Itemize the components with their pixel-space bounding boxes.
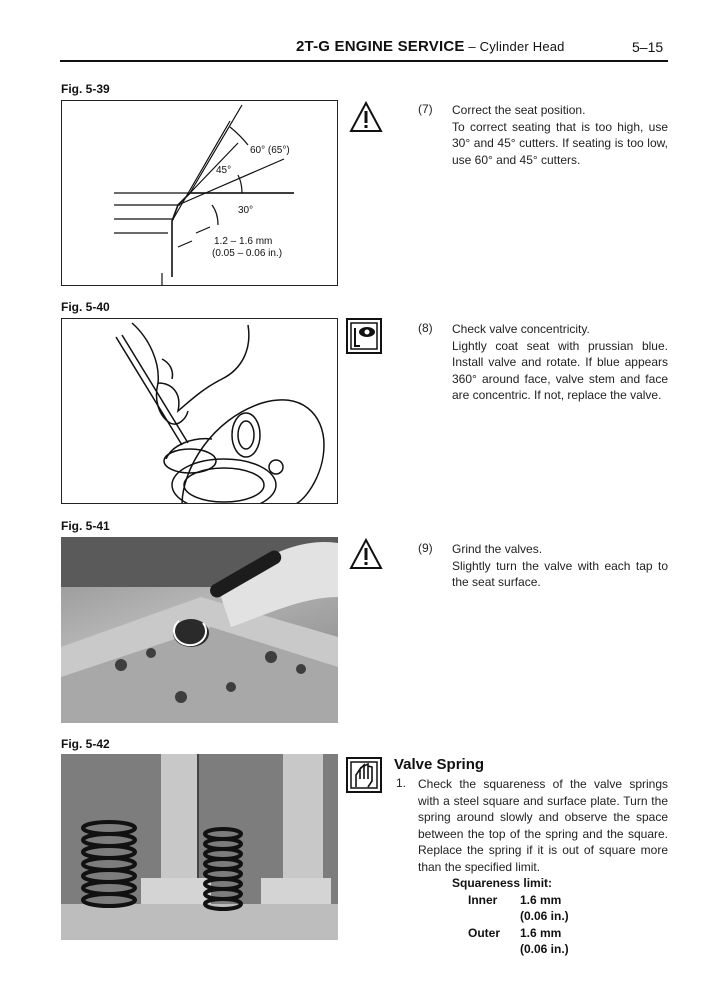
valve-spring-step-number: 1. [396,776,407,790]
fig-5-40-label: Fig. 5-40 [61,300,110,314]
step-8-number: (8) [418,321,433,335]
header-dash: – [464,39,480,54]
inner-limit-mm: 1.6 mm [520,893,562,907]
squareness-limit-label: Squareness limit: [452,876,553,890]
fig-5-42-photo [61,754,338,940]
outer-label: Outer [468,926,501,940]
angle-30-label: 30° [238,205,254,216]
inspect-eye-icon [346,318,382,359]
valve-seat-angle-diagram [62,101,338,286]
angle-60-label: 60° (65°) [250,145,290,156]
step-8-text [452,321,668,404]
outer-limit-mm: 1.6 mm [520,926,562,940]
valve-spring-text: Check the squareness of the valve springs with a steel square and surface plate. Turn the spring around slowly and observe the space between the top of the spring and the square. Replace the spring if it is out of square more than the specified limit. [418,777,668,874]
caution-triangle-icon [349,538,383,575]
step-7-text [452,102,668,168]
step-9-number: (9) [418,541,433,555]
step-7-number: (7) [418,102,433,116]
header-title-text: 2T-G ENGINE SERVICE [296,38,465,55]
spring-squareness-photo [61,754,338,940]
step-8-detail: Lightly coat seat with prussian blue. Install valve and rotate. If blue appears 360° around face, valve stem and face are concentric. If not, replace the valve. [452,338,668,402]
valve-grinding-photo [61,537,338,723]
fig-5-39-label: Fig. 5-39 [61,82,110,96]
fig-5-41-label: Fig. 5-41 [61,519,110,533]
step-9-title: Grind the valves. [452,542,543,556]
seat-width-in: (0.05 – 0.06 in.) [212,248,283,259]
header-rule [60,60,668,62]
angle-45-label: 45° [216,165,232,176]
step-7-title: Correct the seat position. [452,103,586,117]
step-7-detail: To correct seating that is too high, use 30° and 45° cutters. If seating is too low, use 60° and 45° cutters. [452,119,668,167]
valve-spring-heading: Valve Spring [394,756,485,773]
fig-5-42-label: Fig. 5-42 [61,737,110,751]
caution-triangle-icon [349,101,383,138]
fig-5-41-photo [61,537,338,723]
seat-width-mm: 1.2 – 1.6 mm [214,236,273,247]
step-9-text [452,541,668,591]
valve-concentricity-illustration [62,319,338,504]
inner-label: Inner [468,893,498,907]
step-9-detail: Slightly turn the valve with each tap to the seat surface. [452,558,668,589]
page-number: 5–15 [632,39,664,55]
step-8-title: Check valve concentricity. [452,322,590,336]
header-subtitle: Cylinder Head [479,39,565,54]
inner-limit-in: (0.06 in.) [520,909,569,923]
page-header-title [296,38,565,55]
inspect-hand-icon [346,757,382,798]
outer-limit-in: (0.06 in.) [520,942,569,956]
fig-5-39-diagram [61,100,338,286]
fig-5-40-illustration [61,318,338,504]
